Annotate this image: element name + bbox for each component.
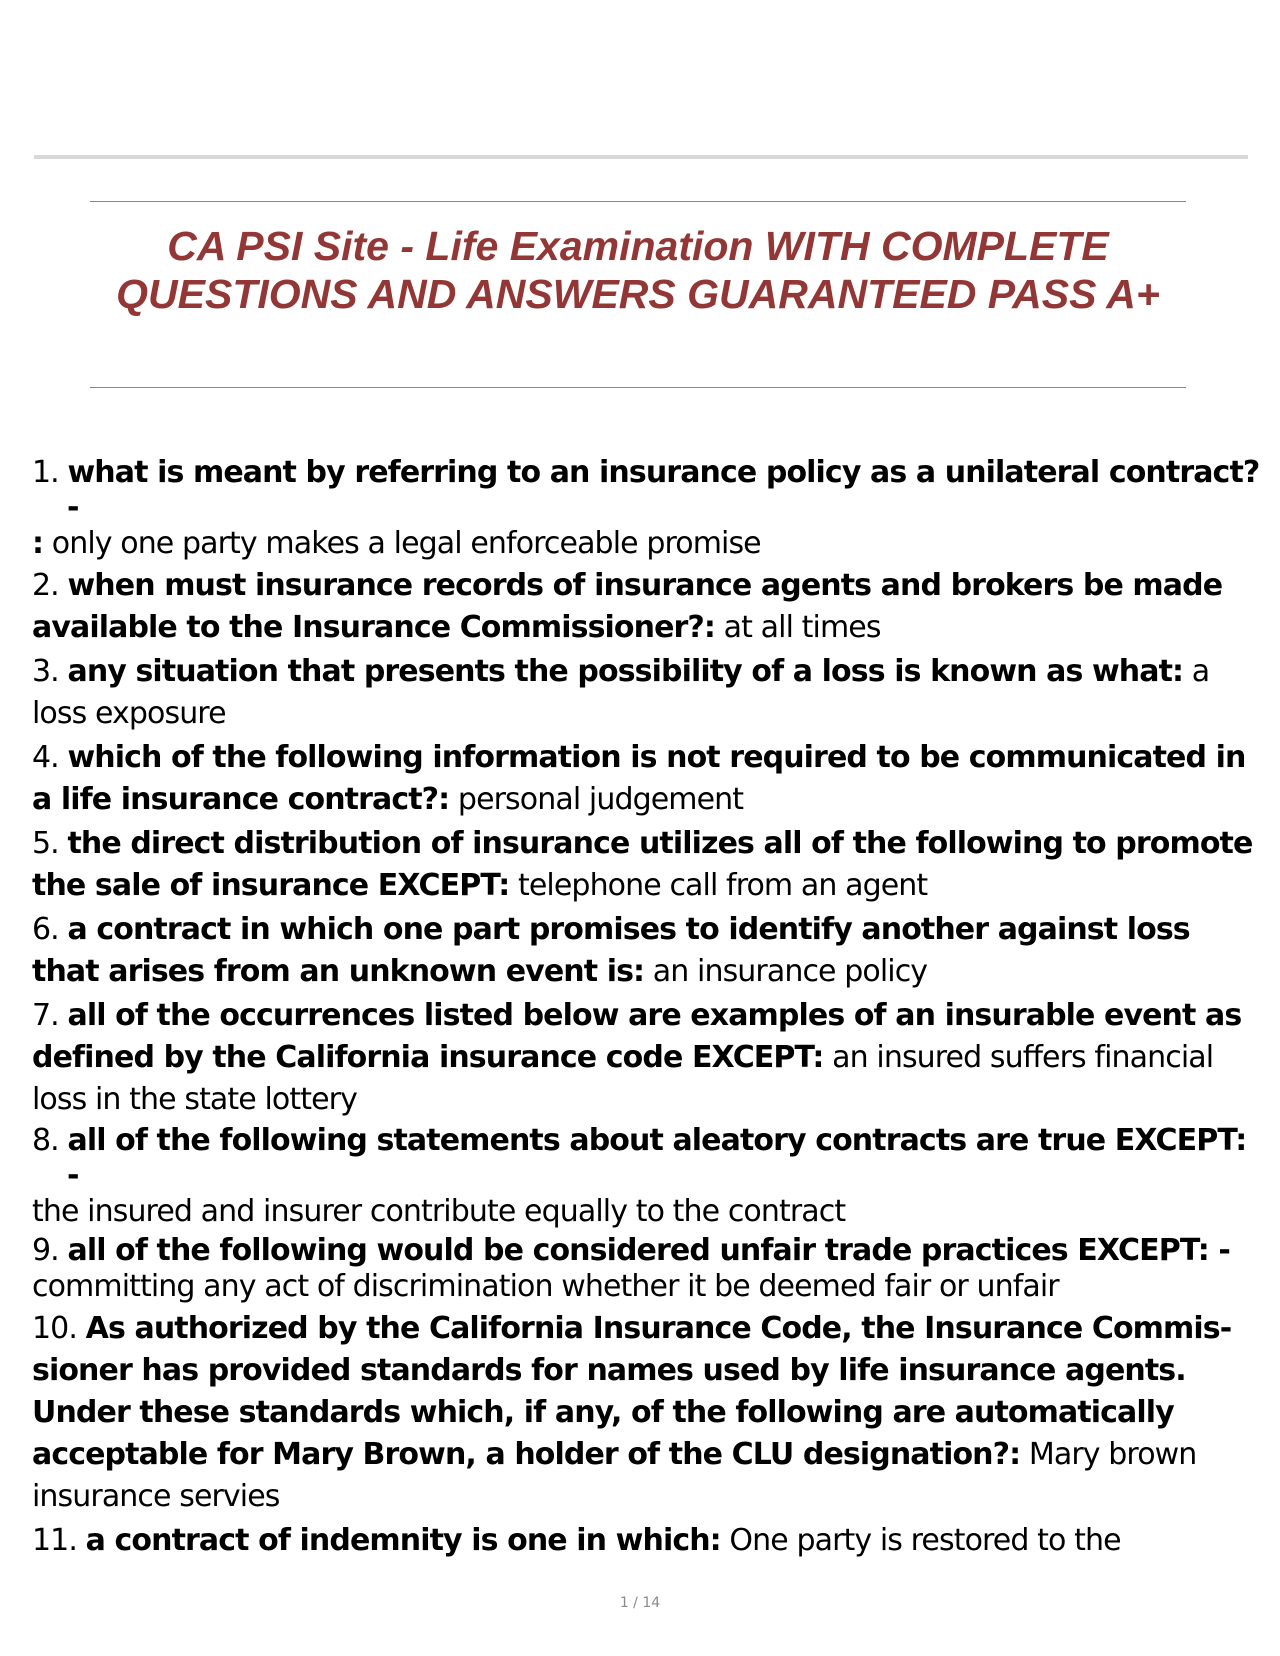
answer-text: an insured suffers financial loss in the state lottery bbox=[32, 1040, 1214, 1117]
answer-text: One party is restored to the bbox=[729, 1523, 1121, 1558]
title-bottom-rule bbox=[90, 387, 1186, 388]
answer-text: only one party makes a legal enforceable promise bbox=[43, 526, 761, 561]
answer-text: personal judgement bbox=[457, 782, 744, 817]
question-item-10 bbox=[32, 1308, 1262, 1518]
answer-text: the insured and insurer contribute equally to the contract bbox=[32, 1194, 846, 1229]
question-text: when must insurance records of insurance agents and brokers be made available to the Insurance Commissioner?: bbox=[32, 568, 1223, 645]
answer-line bbox=[32, 525, 1262, 563]
page-indicator: 1 / 14 bbox=[619, 1595, 661, 1611]
question-item-11 bbox=[32, 1520, 1262, 1562]
question-item-2 bbox=[32, 565, 1262, 649]
question-number: 2. bbox=[32, 568, 59, 603]
question-head bbox=[32, 1123, 1262, 1193]
question-number: 1. bbox=[32, 455, 59, 490]
answer-text: telephone call from an agent bbox=[518, 868, 928, 903]
question-number: 4. bbox=[32, 740, 59, 775]
answer-text: committing any act of discrimination whether it be deemed fair or unfair bbox=[32, 1269, 1059, 1304]
answer-text: at all times bbox=[723, 610, 881, 645]
question-number: 11. bbox=[32, 1523, 78, 1558]
question-number: 8. bbox=[32, 1123, 59, 1158]
question-text: all of the following statements about aleatory contracts are true EXCEPT: - bbox=[67, 1123, 1247, 1193]
question-item-7 bbox=[32, 995, 1262, 1121]
question-head bbox=[32, 455, 1262, 525]
question-item-4 bbox=[32, 737, 1262, 821]
question-number: 10. bbox=[32, 1311, 78, 1346]
document-title: CA PSI Site - Life Examination WITH COMPLETE QUESTIONS AND ANSWERS GUARANTEED PASS A+ bbox=[116, 223, 1160, 317]
question-list bbox=[32, 455, 1262, 1564]
question-text: all of the following would be considered unfair trade practices EXCEPT: - bbox=[67, 1233, 1230, 1268]
question-text: the direct distribution of insurance utilizes all of the following to promote the sale of insurance EXCEPT: bbox=[32, 826, 1253, 903]
question-item-9 bbox=[32, 1233, 1262, 1306]
question-number: 3. bbox=[32, 654, 59, 689]
question-item-8 bbox=[32, 1123, 1262, 1231]
question-text: a contract of indemnity is one in which: bbox=[85, 1523, 721, 1558]
question-item-5 bbox=[32, 823, 1262, 907]
question-text: any situation that presents the possibility of a loss is known as what: bbox=[67, 654, 1184, 689]
question-text: all of the occurrences listed below are examples of an insurable event as defined by the California insurance code EXCEPT: bbox=[32, 998, 1242, 1075]
question-number: 9. bbox=[32, 1233, 59, 1268]
question-text: what is meant by referring to an insurance policy as a unilateral contract?- bbox=[67, 455, 1260, 525]
question-item-3 bbox=[32, 651, 1262, 735]
answer-text: a loss exposure bbox=[32, 654, 1210, 731]
header-divider bbox=[34, 155, 1248, 159]
answer-prefix: : bbox=[32, 526, 44, 561]
title-top-rule bbox=[90, 201, 1186, 202]
question-text: which of the following information is not required to be communicated in a life insurance contract?: bbox=[32, 740, 1246, 817]
question-number: 7. bbox=[32, 998, 59, 1033]
question-text: As authorized by the California Insurance Code, the Insurance Commis- sioner has provided standards for names used by life insurance agents. Under these standards which, if any, of the following are automatically acceptable for Mary Brown, a holder of the CLU designation?: bbox=[32, 1311, 1232, 1472]
question-item-6 bbox=[32, 909, 1262, 993]
question-head bbox=[32, 1233, 1262, 1268]
question-number: 6. bbox=[32, 912, 59, 947]
question-number: 5. bbox=[32, 826, 59, 861]
answer-text: an insurance policy bbox=[652, 954, 928, 989]
question-item-1 bbox=[32, 455, 1262, 563]
question-text: a contract in which one part promises to identify another against loss that arises from an unknown event is: bbox=[32, 912, 1190, 989]
answer-text: Mary brown insurance servies bbox=[32, 1437, 1197, 1514]
